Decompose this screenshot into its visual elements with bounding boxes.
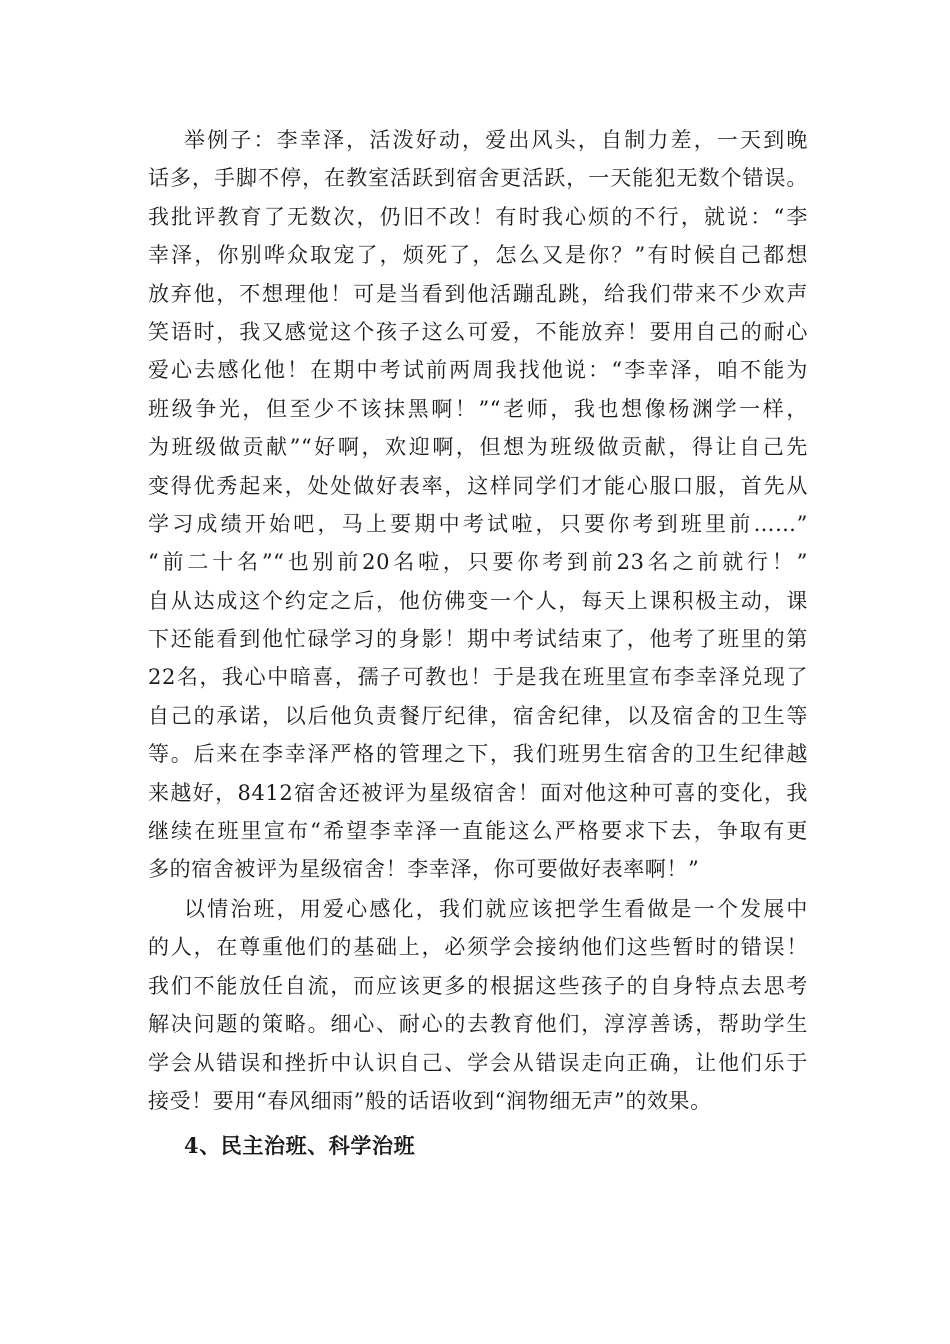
paragraph-line: 话多，手脚不停，在教室活跃到宿舍更活跃，一天能犯无数个错误。 xyxy=(148,166,808,191)
paragraph-line: 班级争光，但至少不该抹黑啊！”“老师，我也想像杨渊学一样， xyxy=(148,396,808,421)
paragraph-line: 放弃他，不想理他！可是当看到他活蹦乱跳，给我们带来不少欢声 xyxy=(148,281,808,306)
paragraph-line: “前二十名”“也别前20名啦，只要你考到前23名之前就行！” xyxy=(148,550,808,575)
paragraph-line: 举例子：李幸泽，活泼好动，爱出风头，自制力差，一天到晚 xyxy=(184,128,808,152)
paragraph-emotional-management xyxy=(148,890,808,1120)
paragraph-line: 自从达成这个约定之后，他仿佛变一个人，每天上课积极主动，课 xyxy=(148,588,808,613)
paragraph-line: 下还能看到他忙碌学习的身影！期中考试结束了，他考了班里的第 xyxy=(148,627,808,652)
paragraph-line: 爱心去感化他！在期中考试前两周我找他说：“李幸泽，咱不能为 xyxy=(148,358,808,383)
section-heading: 4、民主治班、科学治班 xyxy=(184,1133,416,1158)
paragraph-line: 变得优秀起来，处处做好表率，这样同学们才能心服口服，首先从 xyxy=(148,473,808,498)
paragraph-line: 的人，在尊重他们的基础上，必须学会接纳他们这些暂时的错误！ xyxy=(148,935,808,960)
paragraph-line: 22名，我心中暗喜，孺子可教也！于是我在班里宣布李幸泽兑现了 xyxy=(148,665,808,690)
paragraph-line: 我批评教育了无数次，仍旧不改！有时我心烦的不行，就说：“李 xyxy=(148,204,808,229)
paragraph-example-li-xingze xyxy=(148,121,808,889)
paragraph-line: 为班级做贡献”“好啊，欢迎啊，但想为班级做贡献，得让自己先 xyxy=(148,435,808,460)
paragraph-line: 学习成绩开始吧，马上要期中考试啦，只要你考到班里前……” xyxy=(148,511,808,536)
paragraph-line: 多的宿舍被评为星级宿舍！李幸泽，你可要做好表率啊！” xyxy=(148,857,700,882)
paragraph-line: 等。后来在李幸泽严格的管理之下，我们班男生宿舍的卫生纪律越 xyxy=(148,742,808,767)
paragraph-line: 解决问题的策略。细心、耐心的去教育他们，淳淳善诱，帮助学生 xyxy=(148,1012,808,1037)
paragraph-line: 笑语时，我又感觉这个孩子这么可爱，不能放弃！要用自己的耐心 xyxy=(148,319,808,344)
paragraph-line: 自己的承诺，以后他负责餐厅纪律，宿舍纪律，以及宿舍的卫生等 xyxy=(148,703,808,728)
paragraph-line: 接受！要用“春风细雨”般的话语收到“润物细无声”的效果。 xyxy=(148,1088,712,1113)
paragraph-line: 幸泽，你别哗众取宠了，烦死了，怎么又是你？”有时候自己都想 xyxy=(148,243,808,268)
paragraph-line: 我们不能放任自流，而应该更多的根据这些孩子的自身特点去思考 xyxy=(148,973,808,998)
paragraph-line: 学会从错误和挫折中认识自己、学会从错误走向正确，让他们乐于 xyxy=(148,1050,808,1075)
paragraph-line: 继续在班里宣布“希望李幸泽一直能这么严格要求下去，争取有更 xyxy=(148,819,808,844)
paragraph-line: 以情治班，用爱心感化，我们就应该把学生看做是一个发展中 xyxy=(184,897,808,921)
paragraph-line: 来越好，8412宿舍还被评为星级宿舍！面对他这种可喜的变化，我 xyxy=(148,780,808,805)
